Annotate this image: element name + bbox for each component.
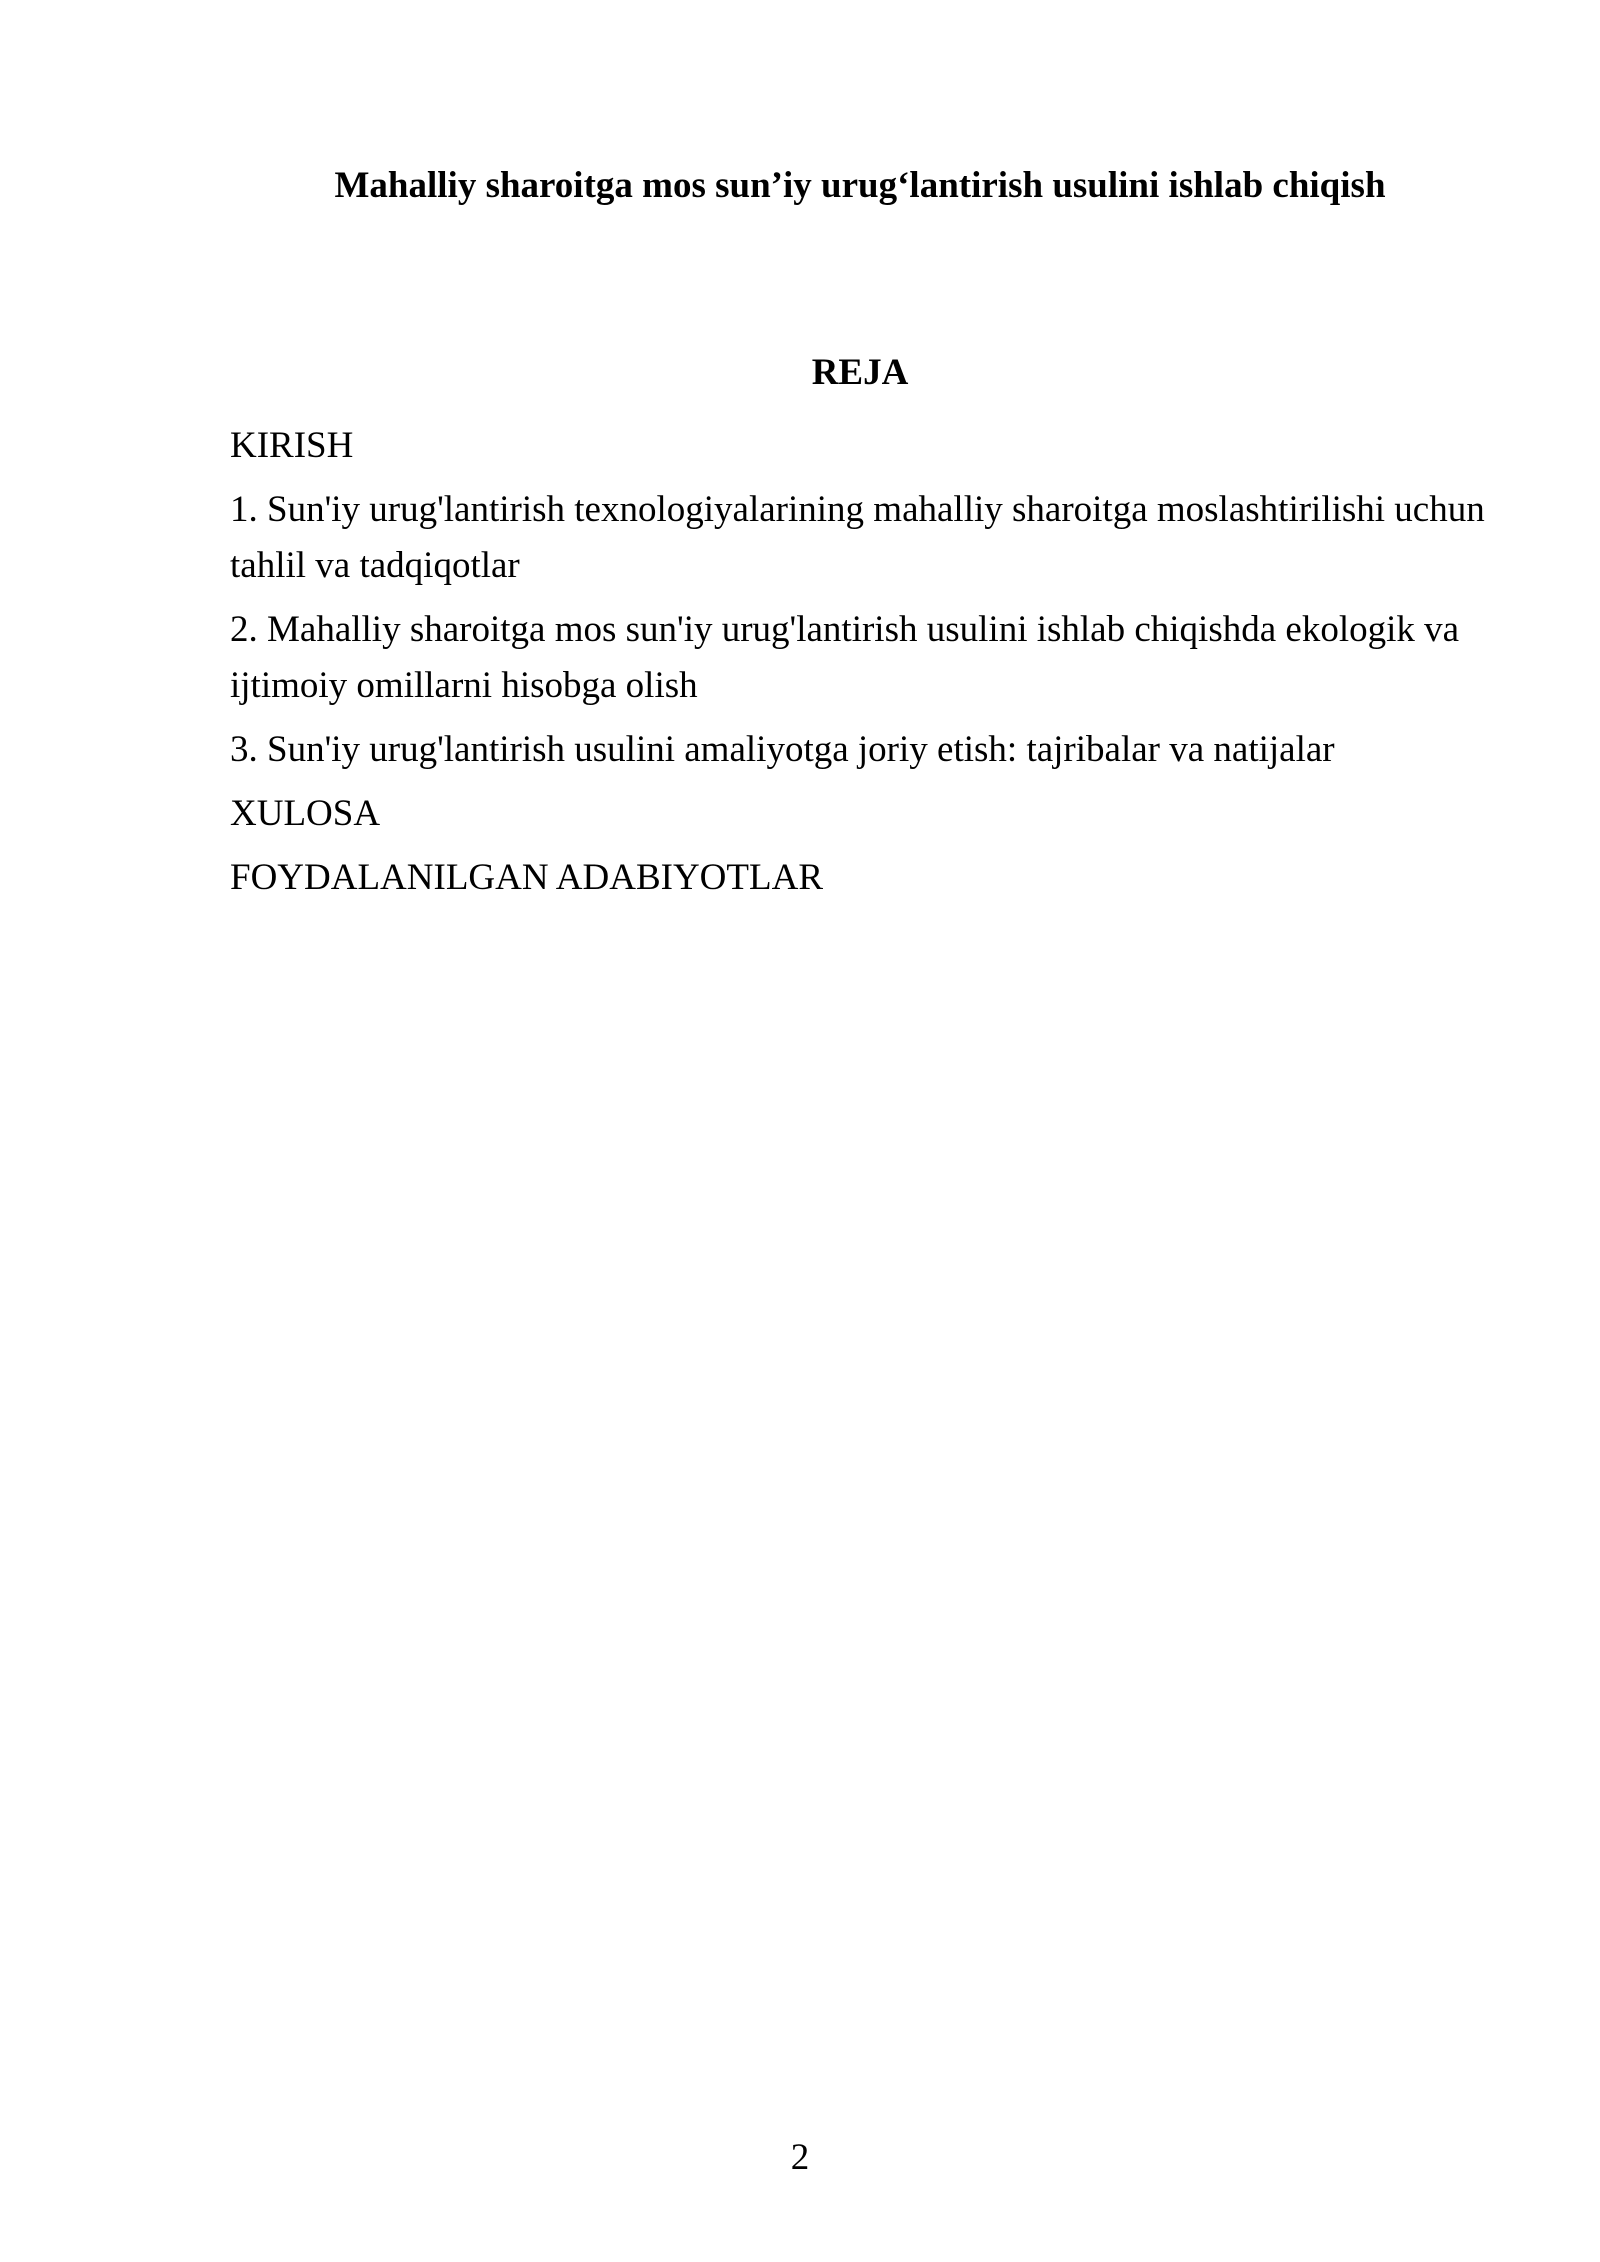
toc-item-conclusion: XULOSA (230, 793, 381, 834)
toc-item-introduction: KIRISH (230, 425, 354, 466)
toc-item-2: 2. Mahalliy sharoitga mos sun'iy urug'lantirish usulini ishlab chiqishda ekologik va ijtimoiy omillarni hisobga olish (230, 609, 1460, 706)
table-of-contents (230, 418, 1500, 914)
plan-heading: REJA (811, 352, 909, 393)
document-title: Mahalliy sharoitga mos sun’iy urug‘lantirish usulini ishlab chiqish (334, 165, 1386, 206)
toc-item-references: FOYDALANILGAN ADABIYOTLAR (230, 857, 823, 898)
toc-item-1: 1. Sun'iy urug'lantirish texnologiyalarining mahalliy sharoitga moslashtirilishi uchun tahlil va tadqiqotlar (230, 489, 1485, 586)
toc-item-3: 3. Sun'iy urug'lantirish usulini amaliyotga joriy etish: tajribalar va natijalar (230, 729, 1335, 770)
page-number: 2 (790, 2137, 810, 2178)
